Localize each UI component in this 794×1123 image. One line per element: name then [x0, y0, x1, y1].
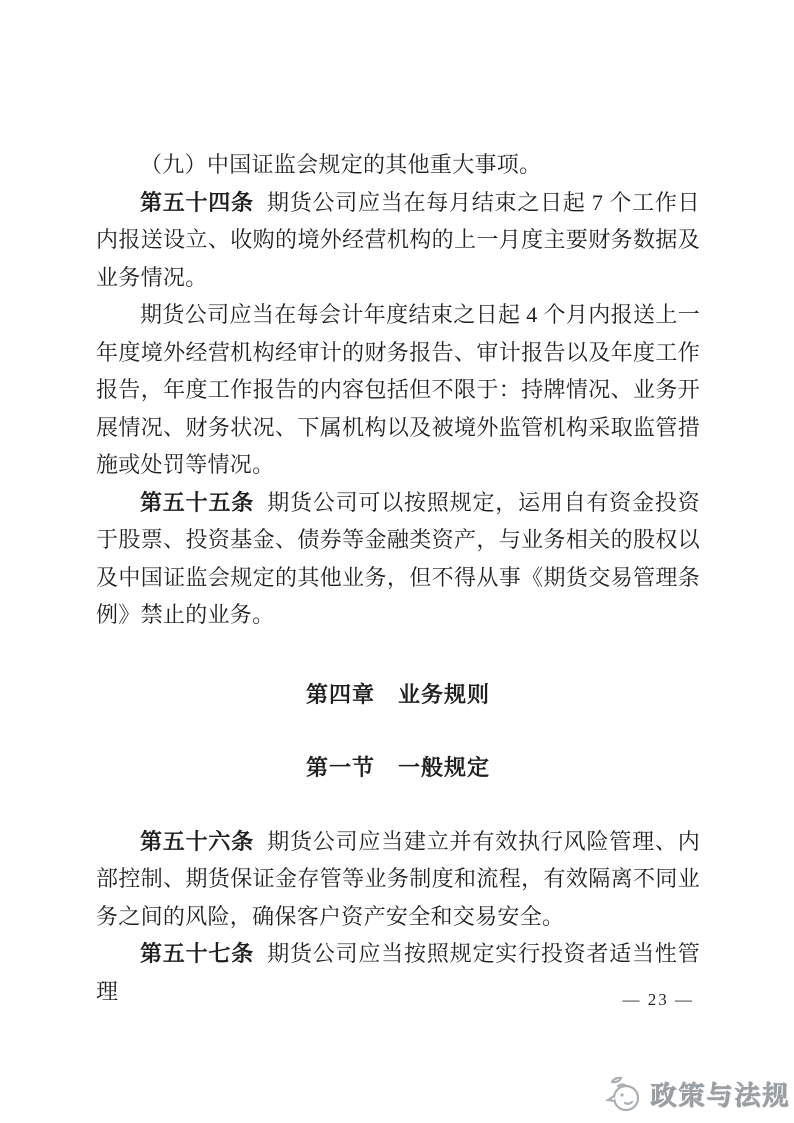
brand-name: 政策与法规 — [649, 1079, 790, 1110]
paragraph-text: 期货公司应当按照规定实行投资者适当性管理 — [96, 941, 700, 1004]
brand-watermark — [605, 1073, 790, 1113]
paragraph-text: （九）中国证监会规定的其他重大事项。 — [140, 152, 542, 177]
paragraph-article-57 — [96, 935, 700, 1010]
chapter-heading: 第四章 业务规则 — [305, 681, 490, 707]
bird-logo-icon — [605, 1073, 645, 1113]
paragraph-text: 期货公司应当在每月结束之日起 7 个工作日内报送设立、收购的境外经营机构的上一月度主要财务数据及业务情况。 — [96, 189, 700, 290]
paragraph-article-54 — [96, 184, 700, 297]
paragraph-article-55 — [96, 484, 700, 634]
paragraph-article-56 — [96, 823, 700, 936]
article-number: 第五十七条 — [140, 941, 255, 966]
paragraph-item-9 — [96, 146, 700, 184]
article-number: 第五十四条 — [140, 189, 254, 215]
page-number: — 23 — — [622, 990, 694, 1009]
paragraph-text: 期货公司可以按照规定，运用自有资金投资于股票、投资基金、债券等金融类资产，与业务相关的股权以及中国证监会规定的其他业务，但不得从事《期货交易管理条例》禁止的业务。 — [96, 489, 700, 627]
paragraph-text: 期货公司应当建立并有效执行风险管理、内部控制、期货保证金存管等业务制度和流程，有效隔离不同业务之间的风险，确保客户资产安全和交易安全。 — [96, 828, 700, 929]
article-number: 第五十五条 — [140, 489, 255, 515]
paragraph-article-54-cont — [96, 296, 700, 484]
section-heading: 第一节 一般规定 — [305, 755, 490, 780]
document-body — [96, 146, 700, 1010]
article-number: 第五十六条 — [140, 828, 255, 854]
paragraph-text: 期货公司应当在每会计年度结束之日起 4 个月内报送上一年度境外经营机构经审计的财务报告、审计报告以及年度工作报告，年度工作报告的内容包括但不限于：持牌情况、业务开展情况、财务状况、下属机构以及被境外监管机构采取监管措施或处罚等情况。 — [96, 302, 700, 477]
